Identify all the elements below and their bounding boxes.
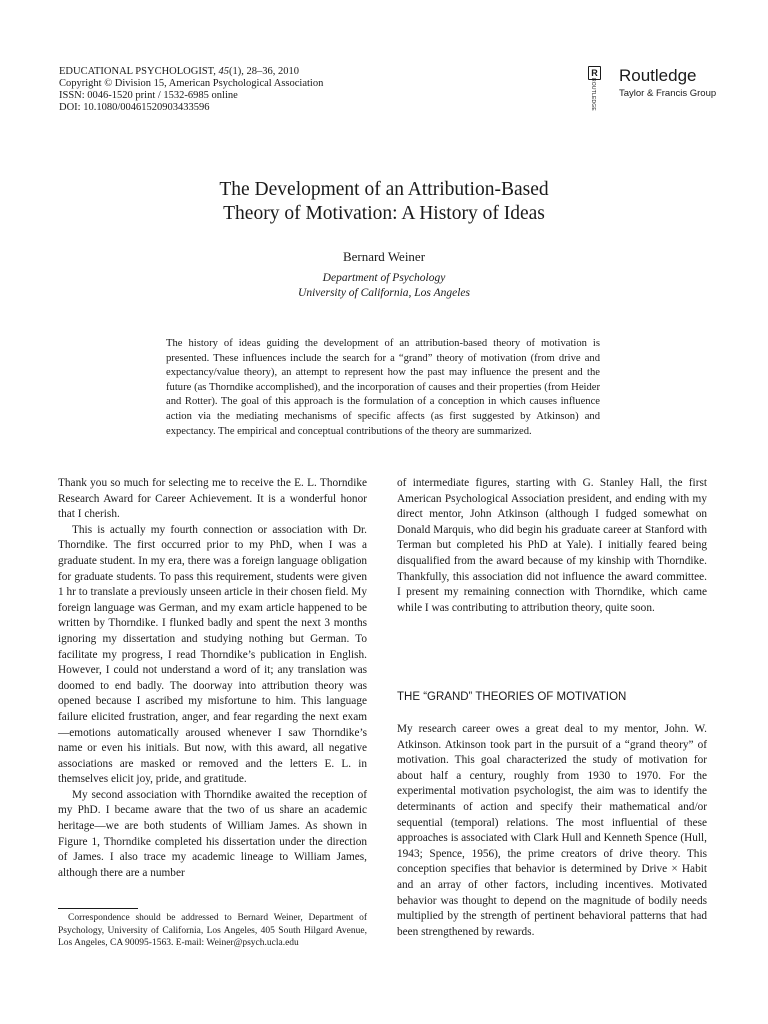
publisher-logo [587,64,717,111]
doi-link[interactable]: DOI: 10.1080/00461520903433596 [59,102,210,113]
body-column-right-section [397,722,707,940]
body-column-left [58,476,367,881]
routledge-logo-icon: R ROUTLEDGE [587,64,601,100]
issn-line: ISSN: 0046-1520 print / 1532-6985 online [59,90,238,101]
paragraph: Thank you so much for selecting me to receive the E. L. Thorndike Research Award for Career Achievement. It is a wonderful honor that I cherish. [58,477,367,521]
author-affiliation: Department of Psychology University of California, Los Angeles [298,272,470,299]
body-column-right [397,476,707,616]
section-heading: THE “GRAND” THEORIES OF MOTIVATION [397,691,627,703]
author-name: Bernard Weiner [342,249,426,264]
paragraph: of intermediate figures, starting with G. Stanley Hall, the first American Psychological Association president, and ending with my direct mentor, John Atkinson (although I fudged somewhat on Donald Marquis, who did begin his graduate career at Stanford with Terman but completed his PhD at Yale). I initially feared being disqualified from the award because of my kinship with Thorndike. Thankfully, this association did not influence the award committee. I present my remaining connection with Thorndike, which came while I was contributing to attribution theory, quite soon. [397,477,707,614]
footnote-divider [58,908,138,909]
publisher-name: Routledge [619,66,697,85]
copyright-line: Copyright © Division 15, American Psychological Association [59,78,324,89]
journal-citation: EDUCATIONAL PSYCHOLOGIST, 45(1), 28–36, 2010 [59,66,300,77]
paragraph: My second association with Thorndike awaited the reception of my PhD. I became aware that the two of us share an academic heritage—we are both students of William James. As shown in Figure 1, Thorndike completed his dissertation under the direction of James. I also trace my academic lineage to William James, although there are a number [58,788,367,879]
publisher-group: Taylor & Francis Group [619,88,717,99]
abstract: The history of ideas guiding the development of an attribution-based theory of motivation is presented. These influences include the search for a “grand” theory of motivation (from drive and expectancy/value theory), an attempt to represent how the past may influence the present and the future (as Thorndike accomplished), and the incorporation of causes and their properties (from Heider and Rotter). The goal of this approach is the formulation of a conception in which causes influence action via the mediating mechanisms of specific affects (as first suggested by Atkinson) and expectancy. The empirical and conceptual contributions of the theory are summarized. [166,338,600,437]
paragraph: This is actually my fourth connection or association with Dr. Thorndike. The first occurred prior to my PhD, when I was a graduate student. In my era, there was a foreign language obligation for graduate students. To pass this requirement, students were given 1 hr to translate a previously unseen article in their chosen field. My foreign language was German, and my exam article happened to be written by Thorndike. I flunked badly and spent the next 3 months ignoring my dissertation and studying nothing but German. To facilitate my progress, I read Thorndike’s publication in English. However, I could not understand a word of it; any translation was doomed to end badly. The doorway into attribution theory was opened because I ascribed my misfortune to him. This language failure elicited frustration, anger, and fear regarding the next exam—emotions automatically aroused whenever I saw Thorndike’s name or even his initials. But now, with this award, all negative associations are masked or removed and the letters E. L. in themselves elicit joy, pride, and gratitude. [58,523,367,786]
paragraph: My research career owes a great deal to my mentor, John. W. Atkinson. Atkinson took part in the pursuit of a “grand theory” of motivation. This goal characterized the study of motivation for about half a century, roughly from 1930 to 1970. For the experimental motivation psychologist, the aim was to identify the determinants of action and specify their mathematical and/or sequential (temporal) relations. The most influential of these approaches is associated with Clark Hull and Kenneth Spence (Hull, 1943; Spence, 1956), the prime creators of drive theory. This conception specifies that behavior is determined by Drive × Habit and an array of other factors, including incentives. Motivated behavior was thought to depend on the magnitude of bodily needs multiplied by the strength of pertinent behavioral patterns that had been strengthened by rewards. [397,723,707,938]
journal-header [59,66,419,114]
article-title: The Development of an Attribution-Based Theory of Motivation: A History of Ideas [219,179,549,224]
correspondence-footnote: Correspondence should be addressed to Bernard Weiner, Department of Psychology, University of California, Los Angeles, 405 South Hilgard Avenue, Los Angeles, CA 90095-1563. E-mail: Weiner@psych.ucla.edu [58,913,367,949]
